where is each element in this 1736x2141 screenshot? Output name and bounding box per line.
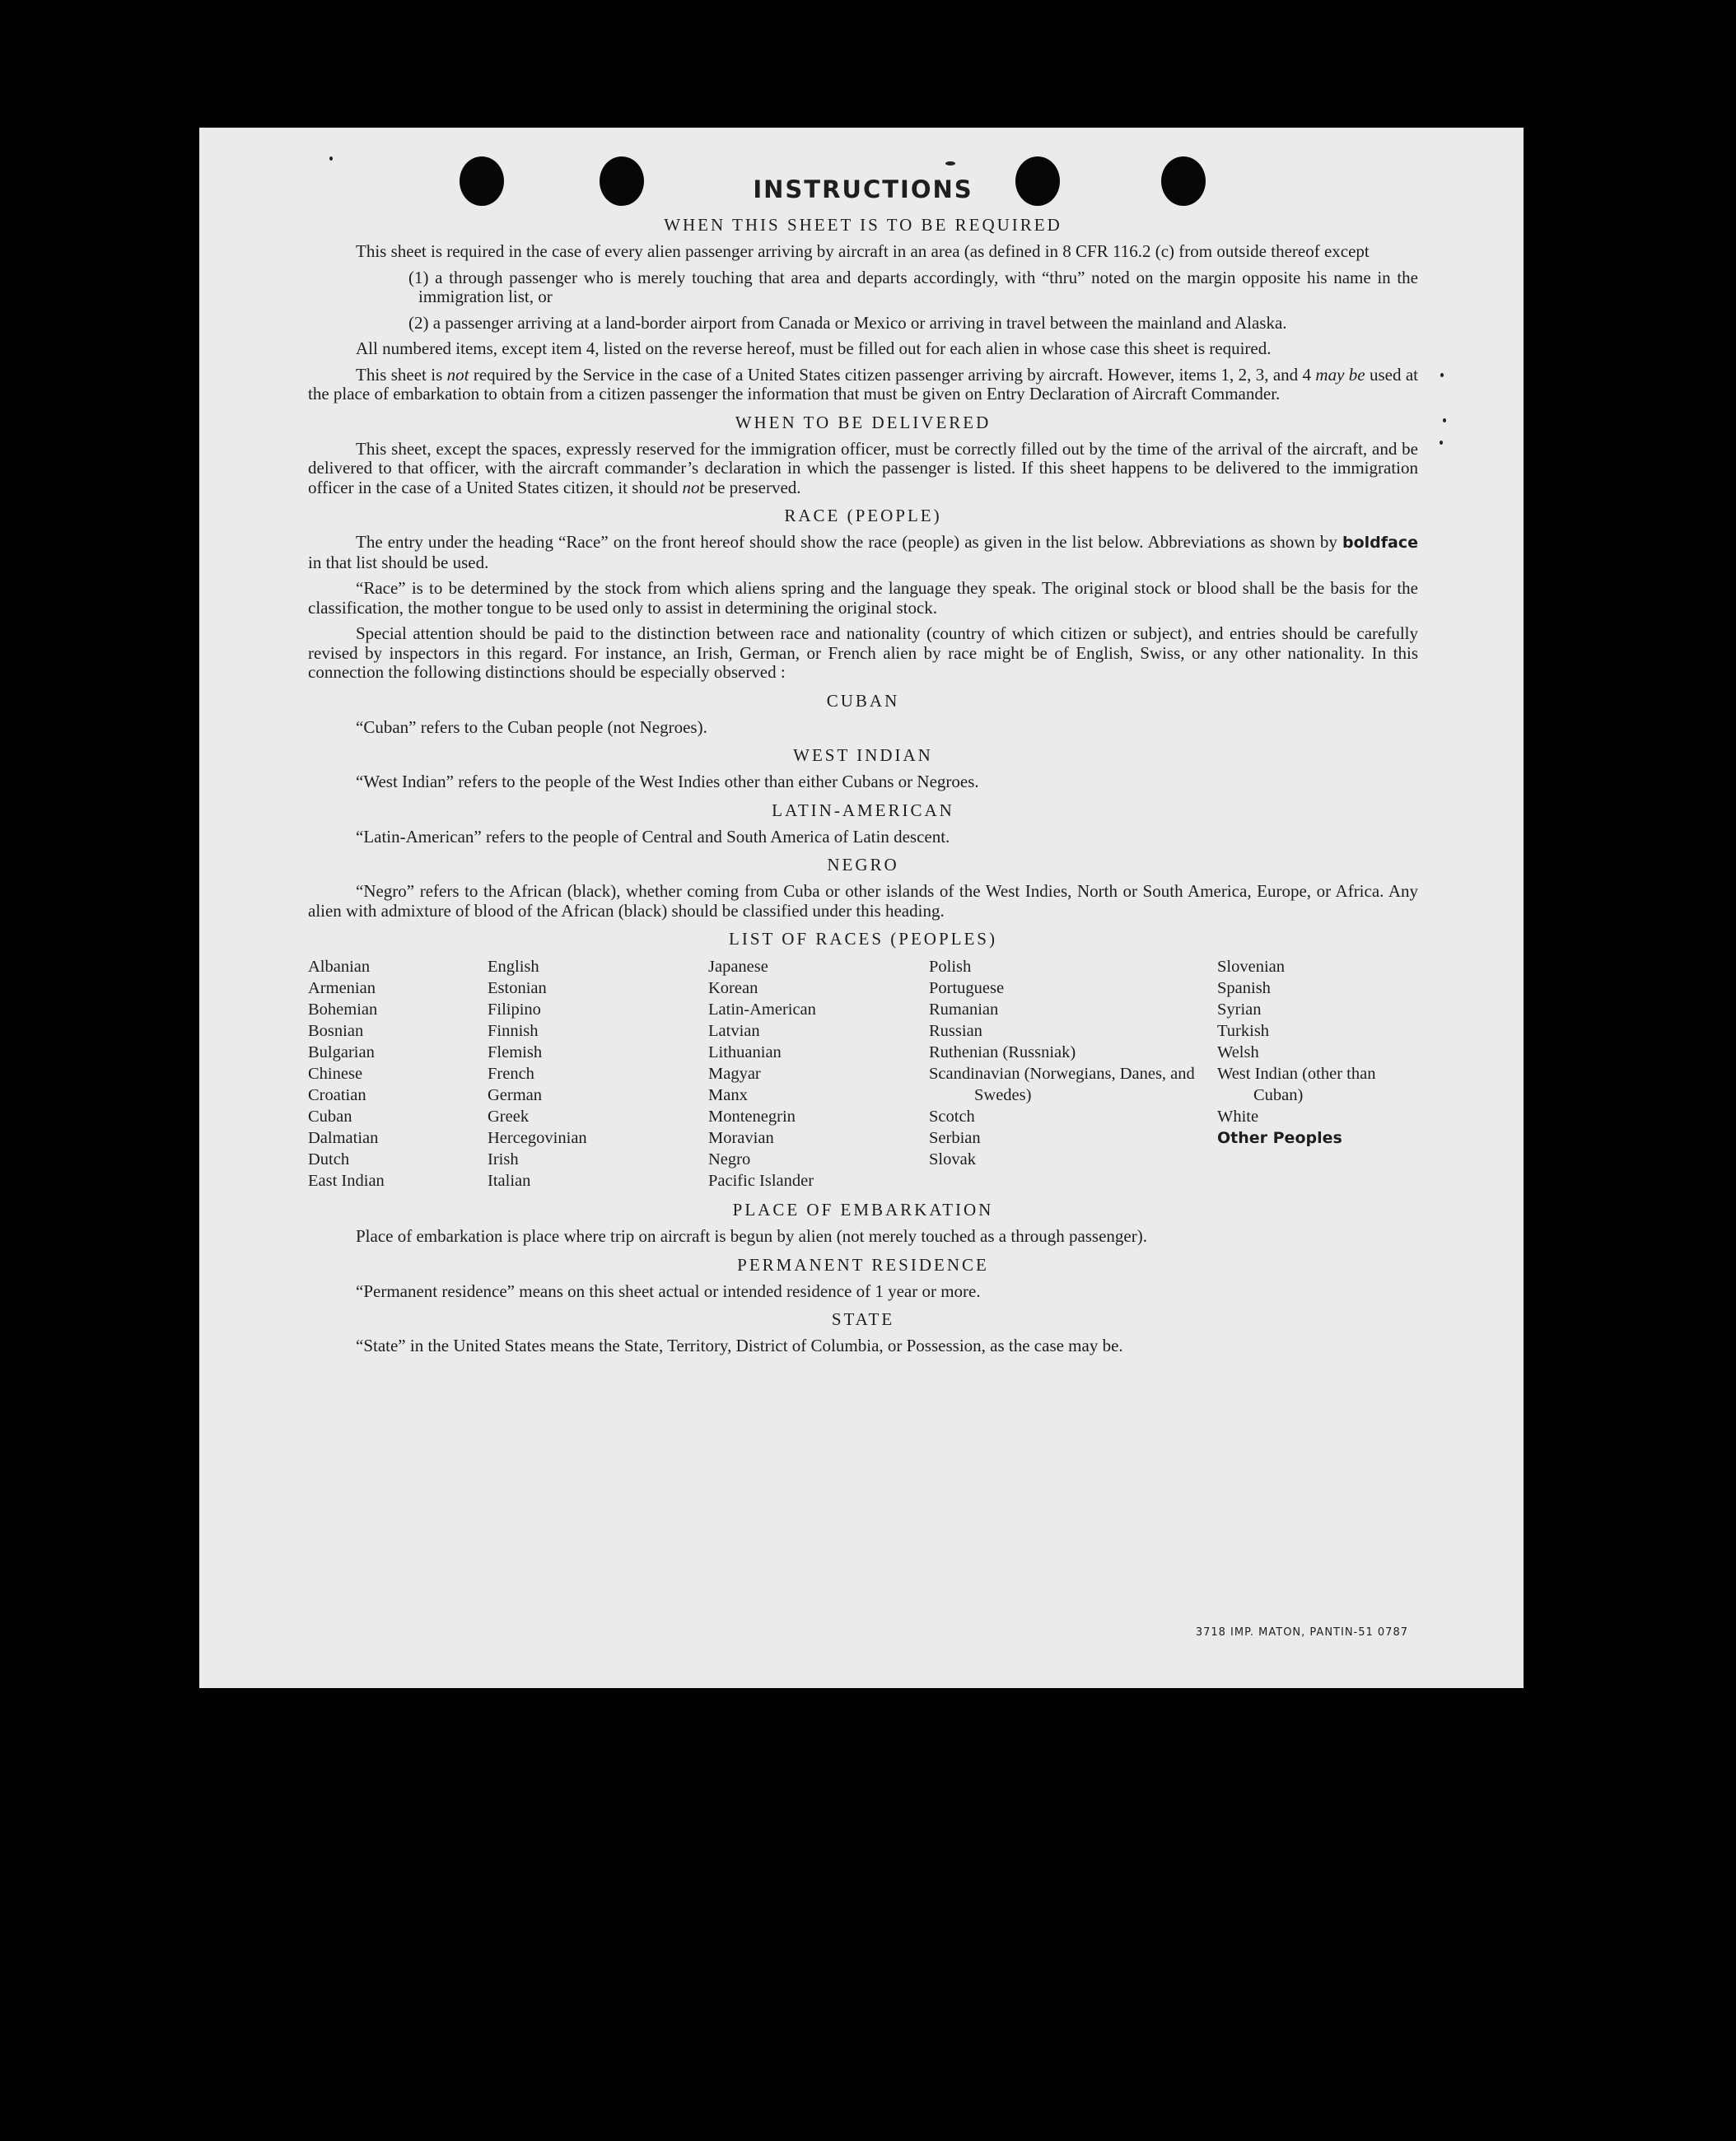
- race-item: Moravian: [708, 1129, 774, 1147]
- race-item: Italian: [488, 1172, 531, 1190]
- heading-cuban: CUBAN: [826, 690, 900, 711]
- race-item: Filipino: [488, 1001, 541, 1019]
- heading-when-delivered: WHEN TO BE DELIVERED: [735, 412, 992, 432]
- paragraph: The entry under the heading “Race” on the front hereof should show the race (people) as given in the list below. Abbreviations as shown by boldface in that list should be used.: [308, 532, 1418, 572]
- punch-hole: [460, 156, 504, 206]
- paragraph: “Permanent residence” means on this sheet actual or intended residence of 1 year or more.: [356, 1280, 981, 1301]
- race-item: Scandinavian (Norwegians, Danes, and Swedes): [929, 1065, 1195, 1104]
- race-item: Lithuanian: [708, 1043, 782, 1061]
- race-item: Syrian: [1217, 1001, 1262, 1019]
- race-item: Chinese: [308, 1065, 363, 1083]
- races-column: [1217, 956, 1425, 1192]
- race-item: Turkish: [1217, 1022, 1270, 1040]
- race-item: Montenegrin: [708, 1108, 796, 1126]
- punch-hole: [1161, 156, 1206, 206]
- race-item: Flemish: [488, 1043, 543, 1061]
- race-item: Polish: [929, 958, 972, 976]
- race-item: Croatian: [308, 1086, 366, 1104]
- scan-speck: [1443, 418, 1446, 422]
- races-column: [929, 956, 1217, 1192]
- race-item: Manx: [708, 1086, 748, 1104]
- race-item: English: [488, 958, 539, 976]
- instruction-sheet: [199, 128, 1524, 1688]
- heading-state: STATE: [831, 1309, 895, 1329]
- heading-embarkation: PLACE OF EMBARKATION: [732, 1200, 994, 1220]
- scan-speck: [1440, 441, 1443, 445]
- race-item: Latvian: [708, 1022, 760, 1040]
- paragraph: “Race” is to be determined by the stock from which aliens spring and the language they speak. The original stock or blood shall be the basis for the classification, the mother tongue to be used only to assist in determining the original stock.: [308, 578, 1418, 618]
- paragraph: Special attention should be paid to the distinction between race and nationality (country of which citizen or subject), and entries should be carefully revised by inspectors in this regard. For instance, an Irish, German, or French alien by race might be of English, Swiss, or any other nationality. In this connection the following distinctions should be especially observed :: [308, 623, 1418, 682]
- race-item: Rumanian: [929, 1001, 999, 1019]
- race-item: Serbian: [929, 1129, 981, 1147]
- list-item: (2) a passenger arriving at a land-border airport from Canada or Mexico or arriving in travel between the mainland and Alaska.: [408, 312, 1287, 333]
- race-item: Bosnian: [308, 1022, 364, 1040]
- races-column: [488, 956, 708, 1192]
- heading-permanent-residence: PERMANENT RESIDENCE: [737, 1254, 989, 1275]
- paragraph: “Negro” refers to the African (black), whether coming from Cuba or other islands of the West Indies, North or South America, Europe, or Africa. Any alien with admixture of blood of the African (black) should be classified under this heading.: [308, 881, 1418, 921]
- races-column: [708, 956, 929, 1192]
- races-column: [308, 956, 488, 1192]
- race-item: Scotch: [929, 1108, 975, 1126]
- race-item: Latin-American: [708, 1001, 816, 1019]
- race-item: Korean: [708, 979, 758, 997]
- race-item: Bohemian: [308, 1001, 378, 1019]
- race-item: Pacific Islander: [708, 1172, 814, 1190]
- race-item: Negro: [708, 1150, 751, 1168]
- paragraph: “Cuban” refers to the Cuban people (not Negroes).: [356, 716, 707, 737]
- race-item: East Indian: [308, 1172, 385, 1190]
- paragraph: Place of embarkation is place where trip on aircraft is begun by alien (not merely touched as a through passenger).: [356, 1226, 1147, 1246]
- paragraph: This sheet is not required by the Service in the case of a United States citizen passenger arriving by aircraft. However, items 1, 2, 3, and 4 may be used at the place of embarkation to obtain from a citizen passenger the information that must be given on Entry Declaration of Aircraft Commander.: [308, 364, 1418, 403]
- race-item: Japanese: [708, 958, 768, 976]
- race-item: German: [488, 1086, 543, 1104]
- race-item: Other Peoples: [1217, 1129, 1342, 1147]
- paragraph: “Latin-American” refers to the people of Central and South America of Latin descent.: [356, 826, 950, 847]
- page-title: INSTRUCTIONS: [753, 175, 973, 203]
- heading-negro: NEGRO: [827, 855, 899, 875]
- race-item: Irish: [488, 1150, 519, 1168]
- race-item: Hercegovinian: [488, 1129, 587, 1147]
- heading-when-required: WHEN THIS SHEET IS TO BE REQUIRED: [664, 215, 1062, 235]
- race-item: Magyar: [708, 1065, 761, 1083]
- race-item: Cuban: [308, 1108, 352, 1126]
- paragraph: All numbered items, except item 4, listed on the reverse hereof, must be filled out for each alien in whose case this sheet is required.: [356, 338, 1272, 358]
- race-item: Greek: [488, 1108, 530, 1126]
- race-item: Bulgarian: [308, 1043, 375, 1061]
- race-item: Dutch: [308, 1150, 350, 1168]
- race-item: Welsh: [1217, 1043, 1259, 1061]
- list-item: (1) a through passenger who is merely touching that area and departs accordingly, with “thru” noted on the margin opposite his name in the immigration list, or: [408, 267, 1418, 306]
- scan-speck: [329, 156, 333, 161]
- paragraph: “State” in the United States means the State, Territory, District of Columbia, or Possession, as the case may be.: [356, 1336, 1123, 1355]
- race-item: French: [488, 1065, 534, 1083]
- race-item: Ruthenian (Russniak): [929, 1043, 1076, 1061]
- race-item: White: [1217, 1108, 1259, 1126]
- race-item: Armenian: [308, 979, 376, 997]
- race-item: Albanian: [308, 958, 371, 976]
- punch-hole: [600, 156, 644, 206]
- heading-race: RACE (PEOPLE): [784, 506, 942, 525]
- race-item: Spanish: [1217, 979, 1271, 997]
- paragraph: This sheet is required in the case of every alien passenger arriving by aircraft in an area (as defined in 8 CFR 116.2 (c) from outside thereof except: [356, 241, 1370, 261]
- race-item: Portuguese: [929, 979, 1005, 997]
- race-item: Finnish: [488, 1022, 539, 1040]
- heading-west-indian: WEST INDIAN: [793, 745, 933, 765]
- race-item: West Indian (other than Cuban): [1217, 1065, 1376, 1104]
- heading-list-of-races: LIST OF RACES (PEOPLES): [729, 929, 997, 949]
- scan-speck: [1440, 373, 1444, 377]
- scan-speck: [945, 161, 955, 166]
- race-item: Dalmatian: [308, 1129, 379, 1147]
- paragraph: “West Indian” refers to the people of the West Indies other than either Cubans or Negroes.: [356, 772, 979, 791]
- printer-imprint: 3718 IMP. MATON, PANTIN-51 0787: [1195, 1626, 1408, 1639]
- paragraph: This sheet, except the spaces, expressly reserved for the immigration officer, must be correctly filled out by the time of the arrival of the aircraft, and be delivered to that officer, with the aircraft commander’s declaration in which the passenger is listed. If this sheet happens to be delivered to the immigration officer in the case of a United States citizen, it should not be preserved.: [308, 438, 1418, 497]
- heading-latin-american: LATIN-AMERICAN: [772, 800, 954, 820]
- races-list: [308, 956, 1418, 1192]
- race-item: Estonian: [488, 979, 547, 997]
- punch-hole: [1015, 156, 1060, 206]
- race-item: Slovenian: [1217, 958, 1285, 976]
- race-item: Russian: [929, 1022, 982, 1040]
- race-item: Slovak: [929, 1150, 976, 1168]
